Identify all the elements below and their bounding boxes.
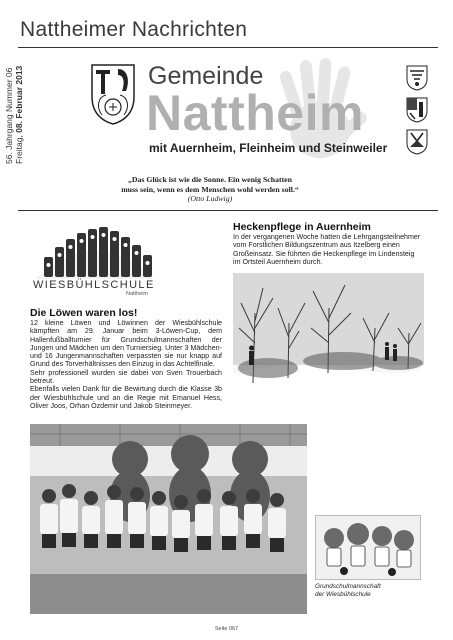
municipality-prefix: Gemeinde (148, 62, 264, 90)
lowen-paragraph: Sehr professionell wurden sie dabei von Sven Trouerbach betreut. (30, 368, 222, 386)
steinweiler-crest-icon (406, 129, 428, 155)
school-logo-place: Nattheim (126, 291, 149, 297)
lowen-article-body (30, 319, 222, 410)
issue-number: 56. Jahrgang Nummer 06 (4, 67, 14, 164)
school-logo-graphic (30, 221, 160, 281)
caption-line: Grundschulmannschaft (315, 583, 381, 590)
newspaper-title: Nattheimer Nachrichten (20, 18, 248, 41)
lion-mascot-illustration (315, 515, 421, 580)
header-divider (18, 47, 438, 48)
school-logo-name: WIESBÜHLSCHULE (33, 279, 155, 291)
team-photo (30, 424, 307, 614)
quote-block (90, 175, 330, 204)
lowen-article-title: Die Löwen waren los! (30, 307, 138, 319)
issue-date-line: Freitag, 08. Februar 2013 (14, 65, 24, 164)
section-divider (18, 210, 438, 211)
quote-line: „Das Glück ist wie die Sonne. Ein wenig Schatten (128, 175, 292, 184)
fleinheim-crest-icon (406, 97, 428, 123)
municipality-name: Nattheim (146, 85, 364, 141)
municipality-subtitle: mit Auernheim, Fleinheim und Steinweiler (149, 141, 388, 155)
issue-info (4, 60, 44, 164)
quote-author: (Otto Ludwig) (187, 194, 233, 203)
hecken-article-body: In der vergangenen Woche hatten die Lehrgangsteilnehmer vom Forstlichen Bildungszentrum aus Itzelberg einen Großeinsatz. Sie führten die Heckenpflege im Lindensteig im Ortsteil Auernheim durch. (233, 233, 421, 266)
page-number: Seite 067 (214, 626, 239, 632)
quote-line: muss sein, wenn es dem Menschen wohl werden soll.“ (121, 184, 299, 194)
lowen-paragraph: 12 kleine Löwen und Löwinnen der Wiesbühlschule kämpften am 29. Januar beim 3-Löwen-Cup, dem Hallenfußballturnier für Grundschulmannschaften der Jungen und Mädchen um den Turniersieg. Unter 3 Mädchen- und 16 Jungenmannschaften verpassten sie nur knapp auf Grund des Torverhältnisses den Einzug in das Achtelfinale. (30, 319, 222, 369)
lowen-paragraph: Ebenfalls vielen Dank für die Bewirtung durch die Klasse 3b der Wiesbühlschule und an die Regie mit Emanuel Hess, Oliver Joos, Orhan Özdemir und Jakob Steinmeyer. (30, 385, 222, 410)
caption-line: der Wiesbühlschule (315, 590, 371, 598)
photo-caption (315, 583, 381, 598)
hedge-work-photo (233, 273, 424, 416)
horseshoe-hammer-crest-icon (90, 63, 136, 125)
issue-date: 08. Februar 2013 (14, 65, 24, 133)
hecken-article-title: Heckenpflege in Auernheim (233, 221, 371, 233)
auernheim-crest-icon (406, 65, 428, 91)
